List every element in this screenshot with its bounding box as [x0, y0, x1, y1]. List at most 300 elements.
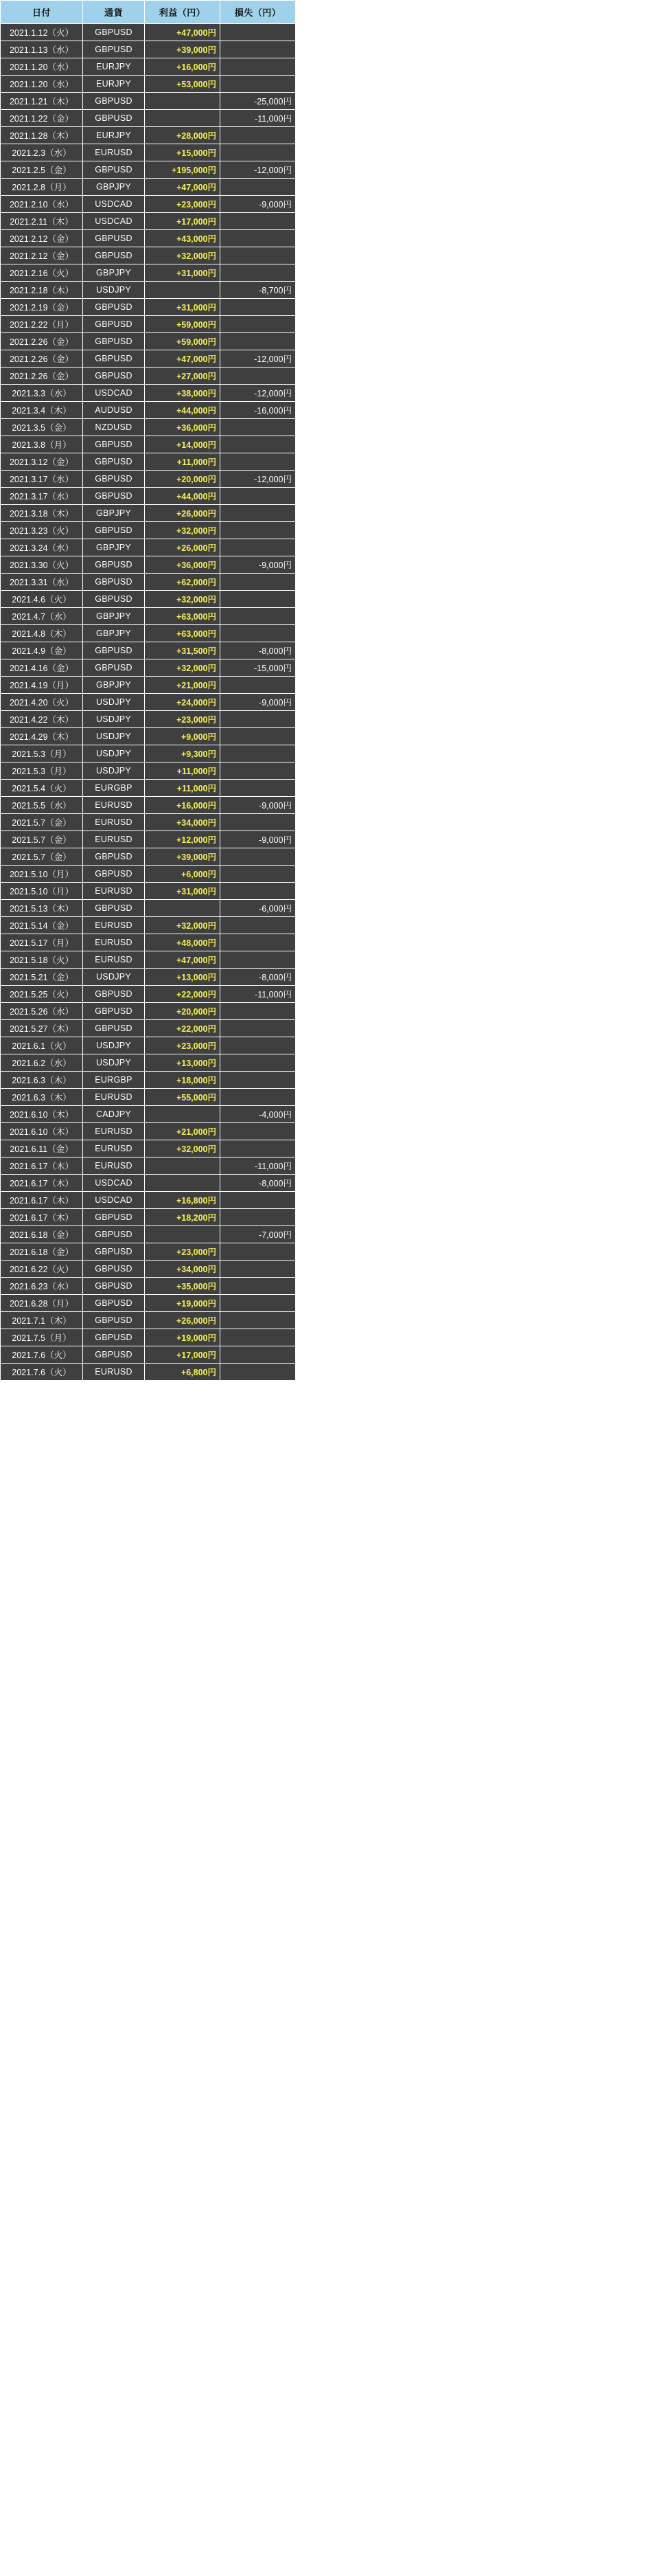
- cell-profit: +34,000円: [145, 814, 220, 831]
- table-row: [1, 58, 296, 76]
- cell-profit: +11,000円: [145, 453, 220, 471]
- cell-loss: -9,000円: [220, 797, 296, 814]
- cell-loss: [220, 1192, 296, 1209]
- cell-profit: +55,000円: [145, 1089, 220, 1106]
- cell-profit: +32,000円: [145, 247, 220, 264]
- cell-profit: +23,000円: [145, 1037, 220, 1054]
- cell-currency: GBPUSD: [83, 488, 145, 505]
- cell-currency: GBPUSD: [83, 1261, 145, 1278]
- table-row: [1, 488, 296, 505]
- cell-profit: +47,000円: [145, 24, 220, 41]
- table-row: [1, 591, 296, 608]
- cell-date: 2021.2.18（木）: [1, 282, 83, 299]
- cell-date: 2021.5.3（月）: [1, 762, 83, 780]
- cell-profit: +16,800円: [145, 1192, 220, 1209]
- cell-currency: GBPUSD: [83, 659, 145, 677]
- table-row: [1, 642, 296, 659]
- table-row: [1, 814, 296, 831]
- table-row: [1, 41, 296, 58]
- cell-date: 2021.5.25（火）: [1, 986, 83, 1003]
- table-row: [1, 213, 296, 230]
- table-row: [1, 299, 296, 316]
- table-row: [1, 1175, 296, 1192]
- cell-currency: GBPUSD: [83, 642, 145, 659]
- cell-currency: GBPUSD: [83, 591, 145, 608]
- table-row: [1, 1329, 296, 1346]
- table-row: [1, 368, 296, 385]
- table-row: [1, 1192, 296, 1209]
- cell-date: 2021.6.17（木）: [1, 1192, 83, 1209]
- cell-date: 2021.2.12（金）: [1, 247, 83, 264]
- table-row: [1, 574, 296, 591]
- cell-currency: EURUSD: [83, 144, 145, 161]
- cell-profit: [145, 900, 220, 917]
- cell-profit: +26,000円: [145, 1312, 220, 1329]
- table-body: [1, 24, 296, 1381]
- cell-date: 2021.6.3（木）: [1, 1072, 83, 1089]
- cell-loss: -11,000円: [220, 110, 296, 127]
- cell-loss: [220, 264, 296, 282]
- cell-profit: [145, 1226, 220, 1243]
- cell-loss: [220, 711, 296, 728]
- cell-currency: EURUSD: [83, 797, 145, 814]
- cell-loss: [220, 505, 296, 522]
- cell-date: 2021.5.14（金）: [1, 917, 83, 934]
- cell-loss: [220, 488, 296, 505]
- table-row: [1, 419, 296, 436]
- cell-profit: +23,000円: [145, 1243, 220, 1261]
- cell-date: 2021.5.17（月）: [1, 934, 83, 951]
- cell-date: 2021.2.19（金）: [1, 299, 83, 316]
- cell-loss: [220, 1209, 296, 1226]
- cell-loss: [220, 1278, 296, 1295]
- cell-currency: EURUSD: [83, 917, 145, 934]
- cell-currency: GBPUSD: [83, 161, 145, 179]
- table-row: [1, 76, 296, 93]
- cell-loss: [220, 745, 296, 762]
- cell-currency: EURUSD: [83, 1140, 145, 1157]
- table-row: [1, 625, 296, 642]
- cell-currency: USDJPY: [83, 1054, 145, 1072]
- cell-currency: GBPUSD: [83, 1329, 145, 1346]
- cell-date: 2021.1.13（水）: [1, 41, 83, 58]
- cell-date: 2021.2.16（火）: [1, 264, 83, 282]
- cell-currency: GBPUSD: [83, 1346, 145, 1364]
- cell-currency: GBPUSD: [83, 471, 145, 488]
- cell-currency: GBPUSD: [83, 556, 145, 574]
- cell-currency: USDCAD: [83, 196, 145, 213]
- cell-profit: +32,000円: [145, 591, 220, 608]
- cell-loss: [220, 247, 296, 264]
- cell-loss: -9,000円: [220, 831, 296, 848]
- cell-loss: [220, 1346, 296, 1364]
- cell-date: 2021.3.30（火）: [1, 556, 83, 574]
- table-row: [1, 831, 296, 848]
- cell-currency: USDJPY: [83, 694, 145, 711]
- cell-profit: +32,000円: [145, 522, 220, 539]
- cell-date: 2021.5.5（水）: [1, 797, 83, 814]
- table-row: [1, 986, 296, 1003]
- cell-date: 2021.6.22（火）: [1, 1261, 83, 1278]
- cell-profit: +6,000円: [145, 866, 220, 883]
- table-row: [1, 608, 296, 625]
- table-header-row: [1, 1, 296, 24]
- cell-loss: [220, 917, 296, 934]
- table-row: [1, 179, 296, 196]
- cell-date: 2021.3.5（金）: [1, 419, 83, 436]
- cell-profit: +17,000円: [145, 1346, 220, 1364]
- cell-currency: USDJPY: [83, 969, 145, 986]
- table-row: [1, 436, 296, 453]
- cell-profit: +16,000円: [145, 797, 220, 814]
- cell-date: 2021.6.18（金）: [1, 1226, 83, 1243]
- cell-loss: [220, 883, 296, 900]
- cell-date: 2021.5.4（火）: [1, 780, 83, 797]
- cell-profit: [145, 282, 220, 299]
- cell-date: 2021.3.8（月）: [1, 436, 83, 453]
- table-row: [1, 282, 296, 299]
- table-row: [1, 1261, 296, 1278]
- cell-profit: +59,000円: [145, 333, 220, 350]
- cell-date: 2021.2.12（金）: [1, 230, 83, 247]
- cell-profit: +9,300円: [145, 745, 220, 762]
- cell-date: 2021.5.26（水）: [1, 1003, 83, 1020]
- table-row: [1, 316, 296, 333]
- cell-profit: +13,000円: [145, 1054, 220, 1072]
- cell-loss: [220, 41, 296, 58]
- cell-currency: EURUSD: [83, 934, 145, 951]
- cell-currency: GBPUSD: [83, 436, 145, 453]
- cell-currency: EURJPY: [83, 127, 145, 144]
- table-row: [1, 453, 296, 471]
- cell-date: 2021.2.5（金）: [1, 161, 83, 179]
- cell-currency: GBPUSD: [83, 866, 145, 883]
- table-row: [1, 196, 296, 213]
- cell-loss: [220, 522, 296, 539]
- cell-loss: [220, 213, 296, 230]
- cell-currency: GBPUSD: [83, 93, 145, 110]
- cell-currency: USDCAD: [83, 385, 145, 402]
- cell-loss: [220, 677, 296, 694]
- cell-date: 2021.3.4（木）: [1, 402, 83, 419]
- cell-currency: GBPUSD: [83, 1226, 145, 1243]
- table-row: [1, 110, 296, 127]
- table-row: [1, 969, 296, 986]
- cell-currency: USDJPY: [83, 282, 145, 299]
- cell-profit: +24,000円: [145, 694, 220, 711]
- cell-currency: GBPUSD: [83, 299, 145, 316]
- cell-currency: USDJPY: [83, 728, 145, 745]
- cell-date: 2021.6.17（木）: [1, 1209, 83, 1226]
- table-row: [1, 848, 296, 866]
- cell-profit: +22,000円: [145, 986, 220, 1003]
- table-row: [1, 1089, 296, 1106]
- cell-currency: GBPUSD: [83, 1312, 145, 1329]
- cell-date: 2021.6.10（木）: [1, 1106, 83, 1123]
- table-row: [1, 1243, 296, 1261]
- cell-currency: GBPUSD: [83, 350, 145, 368]
- cell-date: 2021.6.11（金）: [1, 1140, 83, 1157]
- table-row: [1, 711, 296, 728]
- cell-loss: -15,000円: [220, 659, 296, 677]
- table-row: [1, 1157, 296, 1175]
- cell-profit: +32,000円: [145, 1140, 220, 1157]
- cell-loss: -12,000円: [220, 471, 296, 488]
- cell-date: 2021.2.3（水）: [1, 144, 83, 161]
- table-row: [1, 1295, 296, 1312]
- cell-date: 2021.6.17（木）: [1, 1175, 83, 1192]
- cell-date: 2021.3.17（水）: [1, 488, 83, 505]
- table-row: [1, 230, 296, 247]
- cell-profit: +26,000円: [145, 539, 220, 556]
- cell-date: 2021.3.31（水）: [1, 574, 83, 591]
- cell-profit: +39,000円: [145, 41, 220, 58]
- cell-currency: GBPUSD: [83, 316, 145, 333]
- cell-currency: GBPUSD: [83, 986, 145, 1003]
- cell-currency: EURUSD: [83, 1089, 145, 1106]
- cell-date: 2021.6.18（金）: [1, 1243, 83, 1261]
- cell-date: 2021.6.23（水）: [1, 1278, 83, 1295]
- cell-loss: [220, 76, 296, 93]
- cell-currency: EURJPY: [83, 58, 145, 76]
- cell-currency: GBPUSD: [83, 1209, 145, 1226]
- cell-loss: [220, 144, 296, 161]
- cell-loss: [220, 1329, 296, 1346]
- table-row: [1, 694, 296, 711]
- table-row: [1, 934, 296, 951]
- cell-loss: -16,000円: [220, 402, 296, 419]
- cell-date: 2021.1.21（木）: [1, 93, 83, 110]
- trade-results-table: [0, 0, 296, 1381]
- cell-profit: +59,000円: [145, 316, 220, 333]
- trade-results-container: [0, 0, 295, 1381]
- cell-currency: GBPUSD: [83, 24, 145, 41]
- cell-currency: GBPUSD: [83, 41, 145, 58]
- cell-profit: +19,000円: [145, 1295, 220, 1312]
- cell-date: 2021.1.22（金）: [1, 110, 83, 127]
- cell-loss: [220, 951, 296, 969]
- cell-currency: EURGBP: [83, 780, 145, 797]
- table-row: [1, 333, 296, 350]
- cell-date: 2021.7.5（月）: [1, 1329, 83, 1346]
- cell-profit: +32,000円: [145, 659, 220, 677]
- table-row: [1, 1346, 296, 1364]
- cell-profit: +47,000円: [145, 350, 220, 368]
- cell-date: 2021.6.1（火）: [1, 1037, 83, 1054]
- cell-loss: [220, 1072, 296, 1089]
- table-row: [1, 505, 296, 522]
- cell-profit: [145, 1106, 220, 1123]
- table-row: [1, 745, 296, 762]
- table-row: [1, 951, 296, 969]
- cell-date: 2021.1.28（木）: [1, 127, 83, 144]
- cell-currency: GBPJPY: [83, 539, 145, 556]
- cell-date: 2021.6.17（木）: [1, 1157, 83, 1175]
- table-row: [1, 247, 296, 264]
- cell-loss: [220, 436, 296, 453]
- cell-date: 2021.4.9（金）: [1, 642, 83, 659]
- cell-loss: [220, 1037, 296, 1054]
- table-row: [1, 161, 296, 179]
- cell-profit: +21,000円: [145, 1123, 220, 1140]
- table-row: [1, 350, 296, 368]
- cell-date: 2021.2.8（月）: [1, 179, 83, 196]
- cell-currency: EURGBP: [83, 1072, 145, 1089]
- column-header-loss: 損失（円）: [220, 1, 296, 24]
- table-row: [1, 866, 296, 883]
- cell-date: 2021.2.11（木）: [1, 213, 83, 230]
- cell-loss: [220, 179, 296, 196]
- cell-loss: [220, 539, 296, 556]
- cell-profit: +20,000円: [145, 471, 220, 488]
- cell-profit: +23,000円: [145, 711, 220, 728]
- cell-profit: +31,500円: [145, 642, 220, 659]
- cell-profit: +31,000円: [145, 264, 220, 282]
- cell-currency: GBPUSD: [83, 1003, 145, 1020]
- cell-loss: [220, 1295, 296, 1312]
- cell-profit: +36,000円: [145, 556, 220, 574]
- cell-loss: [220, 866, 296, 883]
- cell-profit: +6,800円: [145, 1364, 220, 1381]
- cell-profit: +47,000円: [145, 179, 220, 196]
- cell-date: 2021.3.23（火）: [1, 522, 83, 539]
- cell-loss: [220, 58, 296, 76]
- cell-profit: +17,000円: [145, 213, 220, 230]
- cell-date: 2021.4.20（火）: [1, 694, 83, 711]
- table-row: [1, 471, 296, 488]
- cell-date: 2021.4.16（金）: [1, 659, 83, 677]
- cell-currency: EURUSD: [83, 951, 145, 969]
- table-row: [1, 1140, 296, 1157]
- cell-profit: +18,000円: [145, 1072, 220, 1089]
- cell-date: 2021.1.12（火）: [1, 24, 83, 41]
- cell-loss: [220, 453, 296, 471]
- cell-currency: USDJPY: [83, 762, 145, 780]
- cell-date: 2021.3.3（水）: [1, 385, 83, 402]
- cell-profit: [145, 1175, 220, 1192]
- cell-date: 2021.7.6（火）: [1, 1364, 83, 1381]
- cell-currency: GBPJPY: [83, 179, 145, 196]
- cell-date: 2021.6.3（木）: [1, 1089, 83, 1106]
- cell-profit: +26,000円: [145, 505, 220, 522]
- cell-loss: -8,000円: [220, 1175, 296, 1192]
- cell-profit: +44,000円: [145, 402, 220, 419]
- table-row: [1, 1054, 296, 1072]
- cell-loss: -11,000円: [220, 1157, 296, 1175]
- table-row: [1, 1003, 296, 1020]
- cell-currency: GBPUSD: [83, 1020, 145, 1037]
- cell-loss: -9,000円: [220, 196, 296, 213]
- cell-date: 2021.7.6（火）: [1, 1346, 83, 1364]
- cell-currency: CADJPY: [83, 1106, 145, 1123]
- cell-profit: +12,000円: [145, 831, 220, 848]
- cell-currency: EURUSD: [83, 814, 145, 831]
- cell-currency: USDJPY: [83, 711, 145, 728]
- table-row: [1, 264, 296, 282]
- cell-loss: -25,000円: [220, 93, 296, 110]
- table-row: [1, 677, 296, 694]
- cell-date: 2021.5.10（月）: [1, 866, 83, 883]
- table-row: [1, 556, 296, 574]
- table-row: [1, 402, 296, 419]
- cell-loss: -12,000円: [220, 385, 296, 402]
- cell-loss: [220, 24, 296, 41]
- cell-loss: [220, 728, 296, 745]
- table-row: [1, 522, 296, 539]
- table-row: [1, 728, 296, 745]
- cell-loss: [220, 848, 296, 866]
- cell-date: 2021.4.6（火）: [1, 591, 83, 608]
- table-row: [1, 1226, 296, 1243]
- cell-currency: AUDUSD: [83, 402, 145, 419]
- cell-loss: [220, 419, 296, 436]
- cell-date: 2021.6.2（水）: [1, 1054, 83, 1072]
- table-row: [1, 539, 296, 556]
- cell-currency: NZDUSD: [83, 419, 145, 436]
- cell-profit: +39,000円: [145, 848, 220, 866]
- cell-profit: +16,000円: [145, 58, 220, 76]
- cell-currency: USDCAD: [83, 1192, 145, 1209]
- cell-profit: +35,000円: [145, 1278, 220, 1295]
- cell-date: 2021.6.10（木）: [1, 1123, 83, 1140]
- cell-profit: [145, 110, 220, 127]
- cell-date: 2021.2.26（金）: [1, 333, 83, 350]
- cell-loss: [220, 1089, 296, 1106]
- cell-currency: EURJPY: [83, 76, 145, 93]
- cell-date: 2021.7.1（木）: [1, 1312, 83, 1329]
- cell-loss: -11,000円: [220, 986, 296, 1003]
- cell-currency: GBPJPY: [83, 264, 145, 282]
- cell-profit: +48,000円: [145, 934, 220, 951]
- table-row: [1, 1072, 296, 1089]
- cell-date: 2021.3.17（水）: [1, 471, 83, 488]
- table-row: [1, 883, 296, 900]
- table-row: [1, 1209, 296, 1226]
- cell-profit: +20,000円: [145, 1003, 220, 1020]
- table-row: [1, 900, 296, 917]
- table-row: [1, 1312, 296, 1329]
- cell-profit: +31,000円: [145, 299, 220, 316]
- cell-loss: -6,000円: [220, 900, 296, 917]
- cell-date: 2021.5.18（火）: [1, 951, 83, 969]
- table-row: [1, 93, 296, 110]
- cell-loss: [220, 625, 296, 642]
- cell-date: 2021.5.27（木）: [1, 1020, 83, 1037]
- table-row: [1, 917, 296, 934]
- column-header-currency: 通貨: [83, 1, 145, 24]
- table-row: [1, 1278, 296, 1295]
- cell-profit: [145, 1157, 220, 1175]
- cell-profit: +63,000円: [145, 608, 220, 625]
- cell-date: 2021.4.8（木）: [1, 625, 83, 642]
- table-row: [1, 1364, 296, 1381]
- cell-loss: [220, 230, 296, 247]
- cell-date: 2021.2.26（金）: [1, 350, 83, 368]
- cell-profit: +23,000円: [145, 196, 220, 213]
- cell-profit: +11,000円: [145, 762, 220, 780]
- cell-date: 2021.4.19（月）: [1, 677, 83, 694]
- cell-loss: [220, 1364, 296, 1381]
- table-row: [1, 1106, 296, 1123]
- cell-currency: EURUSD: [83, 883, 145, 900]
- cell-date: 2021.3.18（木）: [1, 505, 83, 522]
- cell-profit: +47,000円: [145, 951, 220, 969]
- cell-loss: [220, 814, 296, 831]
- cell-currency: GBPUSD: [83, 333, 145, 350]
- cell-date: 2021.4.29（木）: [1, 728, 83, 745]
- table-row: [1, 780, 296, 797]
- cell-profit: +22,000円: [145, 1020, 220, 1037]
